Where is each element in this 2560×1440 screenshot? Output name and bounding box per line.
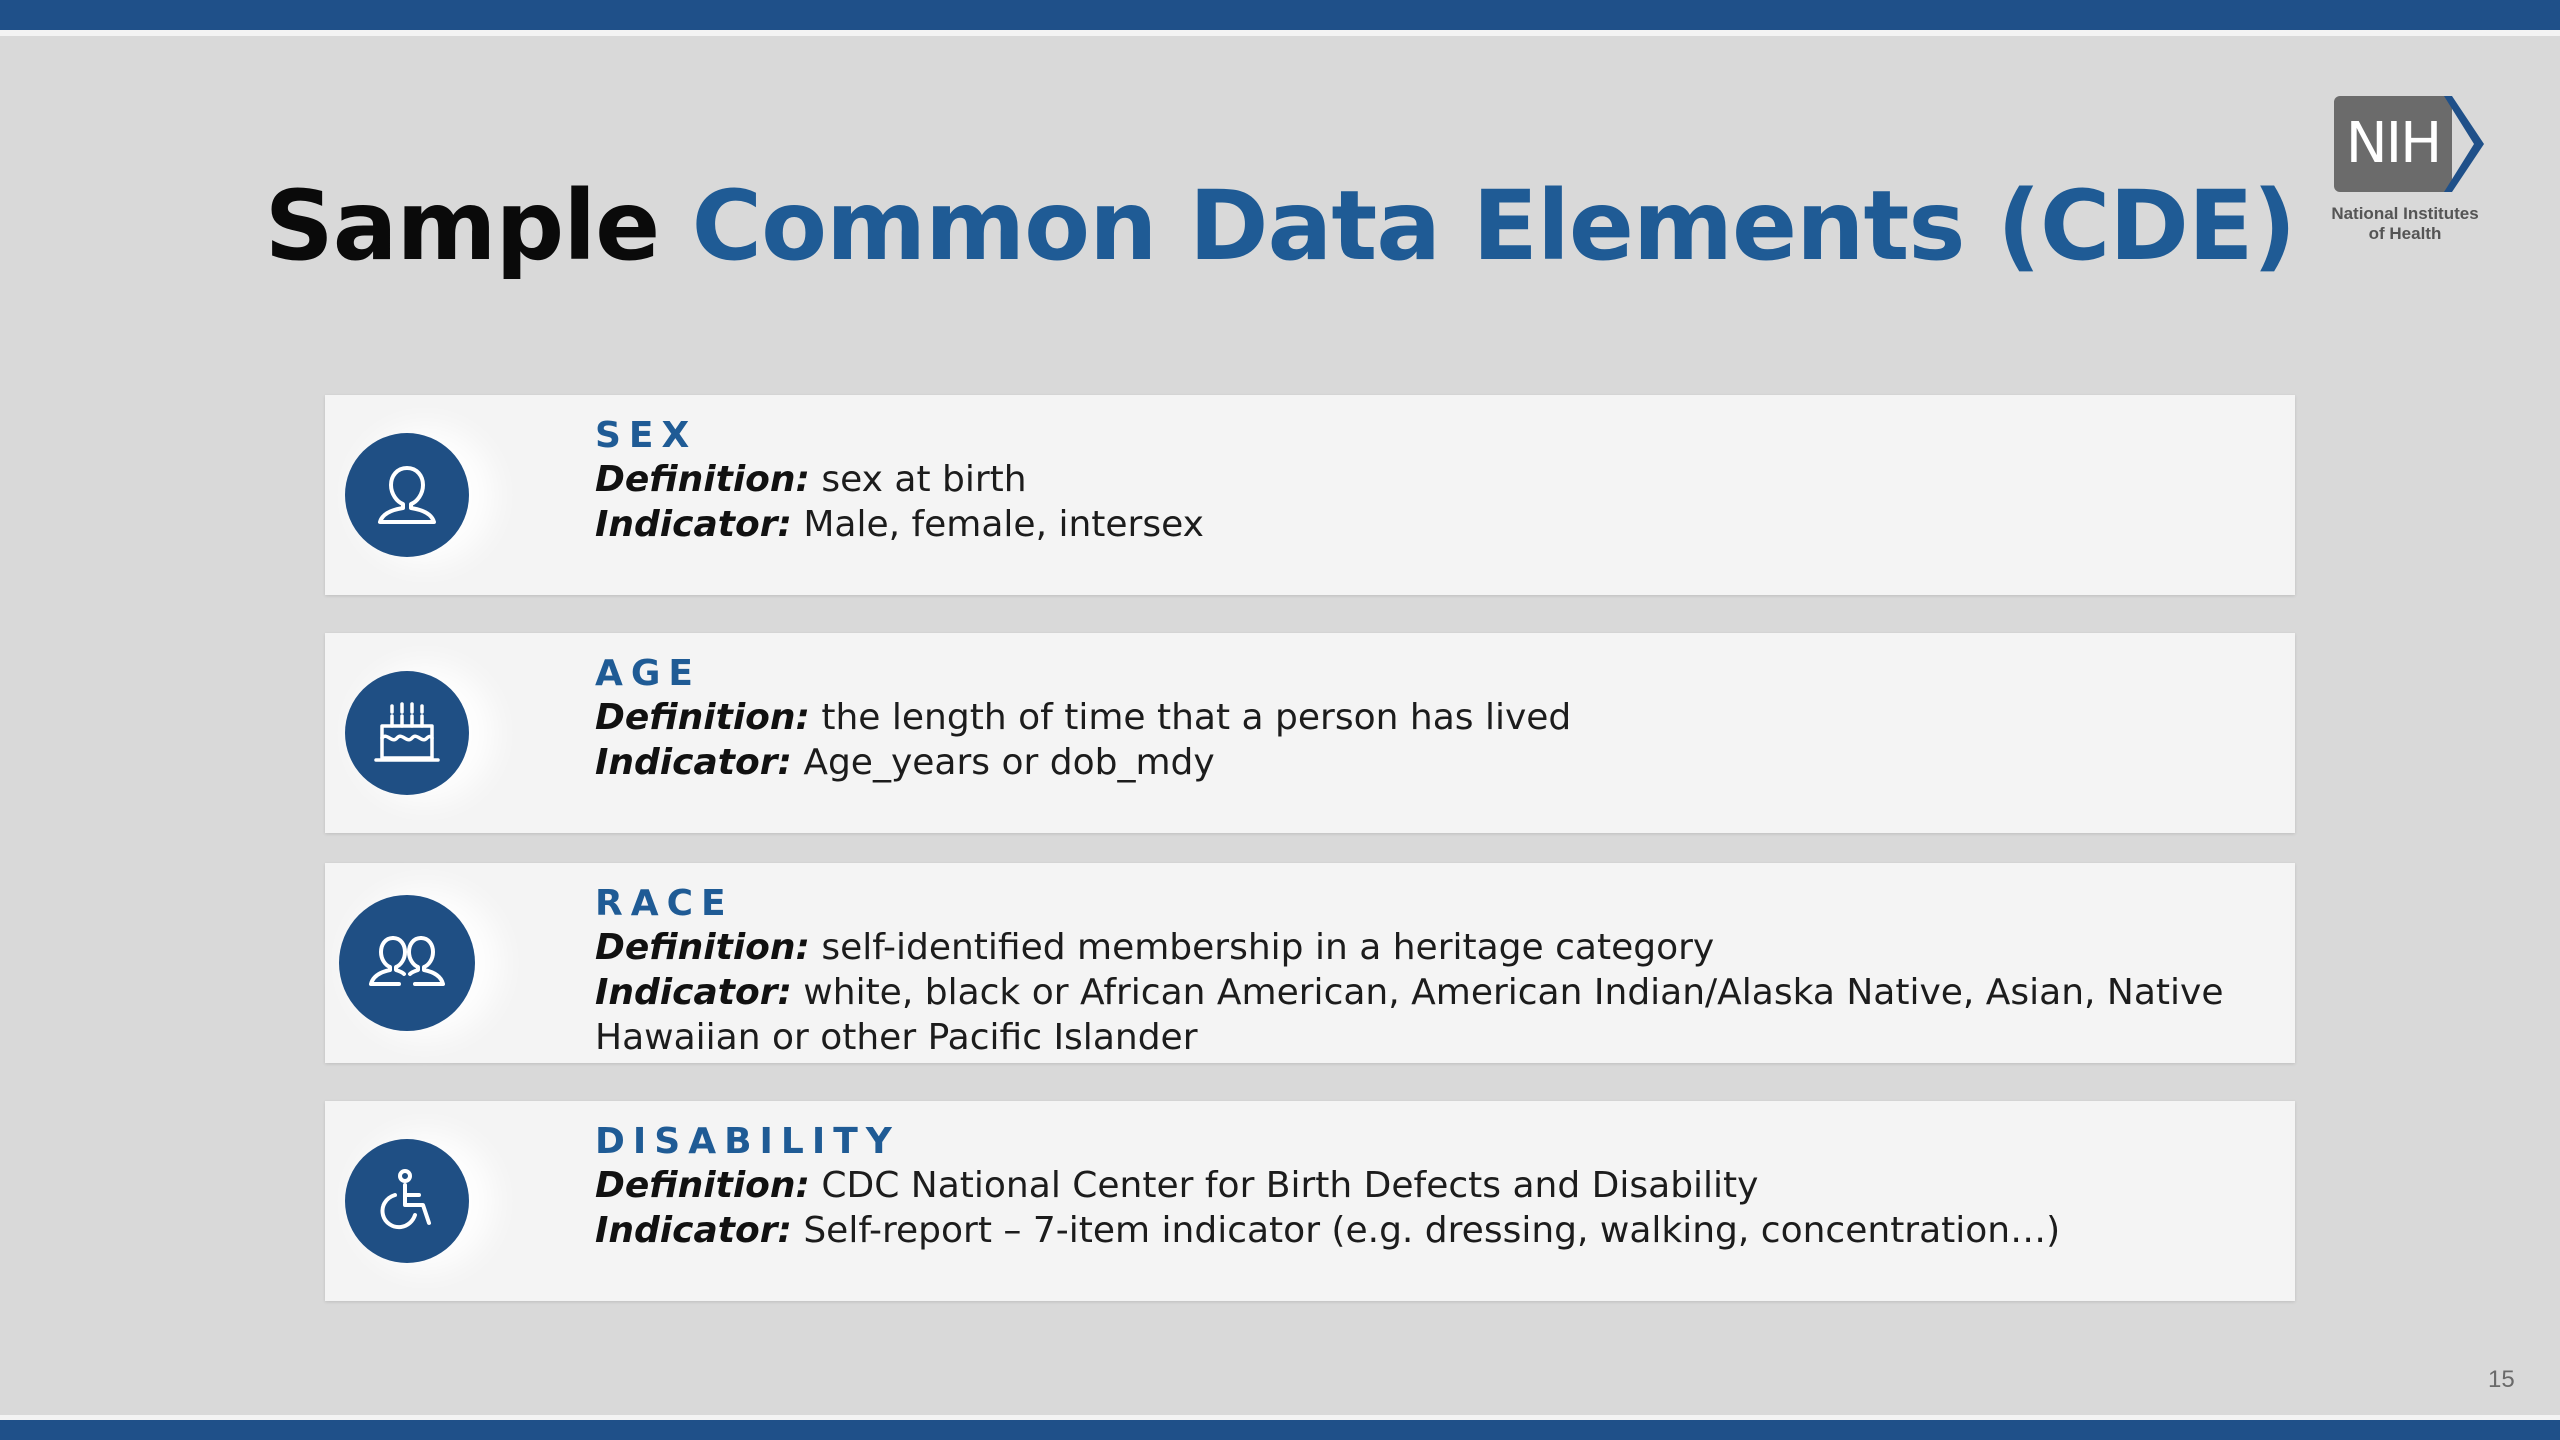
cde-card-text: [595, 415, 2235, 547]
definition-line: [595, 925, 2235, 970]
nih-chevron-icon: [2444, 96, 2484, 192]
nih-logo-text: [2320, 204, 2490, 244]
people-group-icon: [339, 895, 475, 1031]
title-accent: Common Data Elements (CDE): [691, 170, 2296, 282]
nih-logo-line-2: of Health: [2368, 224, 2442, 243]
indicator-line: [595, 502, 2235, 547]
indicator-line: [595, 1208, 2235, 1253]
cde-heading: AGE: [595, 653, 702, 694]
cde-heading: RACE: [595, 883, 734, 924]
definition-separator: :: [795, 459, 810, 500]
person-icon: [345, 433, 469, 557]
definition-separator: :: [795, 697, 810, 738]
indicator-value: Age_years or dob_mdy: [791, 742, 1215, 783]
definition-value: sex at birth: [809, 459, 1027, 500]
definition-line: [595, 457, 2235, 502]
cde-card-disability: [325, 1101, 2295, 1301]
indicator-separator: :: [777, 504, 792, 545]
indicator-separator: :: [777, 1210, 792, 1251]
slide-title: [0, 170, 2560, 282]
cde-heading: SEX: [595, 415, 698, 456]
nih-logo-line-1: National Institutes: [2331, 204, 2479, 223]
indicator-value: white, black or African American, American Indian/Alaska Native, Asian, Native Hawaiian or other Pacific Islander: [595, 972, 2224, 1058]
cde-card-race: [325, 863, 2295, 1063]
definition-value: self-identified membership in a heritage category: [809, 927, 1715, 968]
cde-card-text: [595, 1121, 2235, 1253]
bottom-bar: [0, 1420, 2560, 1440]
indicator-label: Indicator:: [595, 972, 792, 1013]
definition-label: Definition: [595, 459, 796, 500]
nih-logo-wordmark: NIH: [2334, 96, 2452, 192]
page-number: 15: [2488, 1366, 2515, 1393]
indicator-label: Indicator: [595, 504, 778, 545]
cde-card-sex: [325, 395, 2295, 595]
indicator-value: Male, female, intersex: [791, 504, 1204, 545]
cde-heading: DISABILITY: [595, 1121, 900, 1162]
title-main: Sample: [264, 170, 660, 282]
definition-separator: :: [795, 1165, 810, 1206]
indicator-line: [595, 970, 2235, 1060]
top-bar: [0, 0, 2560, 30]
definition-label: Definition: [595, 1165, 796, 1206]
definition-line: [595, 695, 2235, 740]
indicator-line: [595, 740, 2235, 785]
indicator-label: Indicator: [595, 1210, 778, 1251]
nih-logo-mark: [2334, 96, 2484, 192]
nih-logo: [2320, 96, 2490, 244]
cde-card-text: [595, 653, 2235, 785]
indicator-label: Indicator: [595, 742, 778, 783]
definition-value: the length of time that a person has lived: [809, 697, 1572, 738]
top-bar-rule: [0, 30, 2560, 36]
definition-label: Definition: [595, 697, 796, 738]
definition-value: CDC National Center for Birth Defects and Disability: [809, 1165, 1759, 1206]
birthday-cake-icon: [345, 671, 469, 795]
definition-line: [595, 1163, 2235, 1208]
cde-card-text: [595, 883, 2235, 1060]
wheelchair-icon: [345, 1139, 469, 1263]
indicator-separator: :: [777, 742, 792, 783]
cde-card-age: [325, 633, 2295, 833]
indicator-value: Self-report – 7-item indicator (e.g. dressing, walking, concentration…): [791, 1210, 2061, 1251]
definition-label: Definition:: [595, 927, 810, 968]
